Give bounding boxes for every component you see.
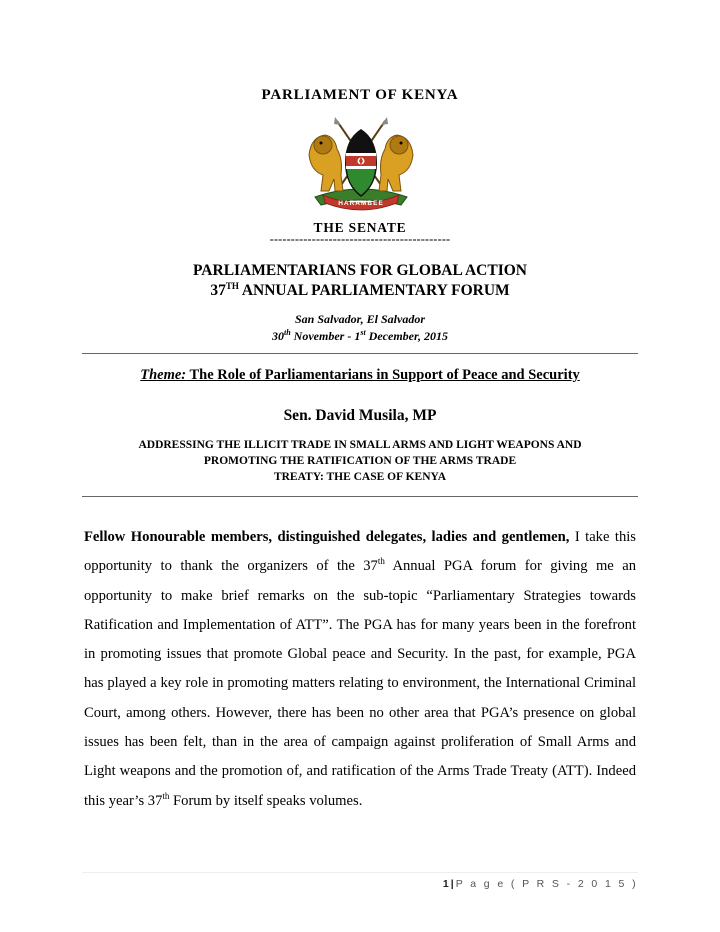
kenya-coat-of-arms-icon [301,115,421,211]
theme-line [0,367,720,384]
header-separator: ------------------------------------------- [269,232,451,246]
speaker-name: Sen. David Musila, MP [283,407,437,424]
institution-title: PARLIAMENT OF KENYA [261,87,459,103]
page-number: 1 [442,878,449,890]
event-location: San Salvador, El Salvador [294,312,426,326]
divider [82,496,638,497]
theme-text: The Role of Parliamentarians in Support of Peace and Security [189,367,580,383]
salutation: Fellow Honourable members, distinguished delegates, ladies and gentlemen, [84,529,570,545]
svg-text:HARAMBEE: HARAMBEE [338,200,384,207]
theme-label: Theme: [140,367,187,383]
event-venue [0,311,720,345]
event-organization: PARLIAMENTARIANS FOR GLOBAL ACTION [192,262,527,279]
page-label: P a g e ( P R S - 2 0 1 5 ) [455,878,638,890]
speech-paragraph: Fellow Honourable members, distinguished delegates, ladies and gentlemen, I take this opportunity to thank the organizers of the 37th Annual PGA forum for giving me an opportunity to make brief remarks on the sub-topic “Parliamentary Strategies towards Ratification and Implementation of ATT”. The PGA has for many years been in the forefront in promoting issues that promote Global peace and Security. In the past, for example, PGA has played a key role in promoting matters relating to environment, the International Criminal Court, among others. However, there has been no other area that PGA’s presence on global issues has been felt, than in the area of campaign against proliferation of Small Arms and Light weapons and the promotion of, and ratification of the Arms Trade Treaty (ATT). Indeed this year’s 37th Forum by itself speaks volumes. [84,529,636,809]
page-footer: 1 | P a g e ( P R S - 2 0 1 5 ) [442,878,638,890]
chamber-title: THE SENATE [313,220,407,235]
event-dates: 30th November - 1st December, 2015 [272,328,448,343]
event-forum: 37TH ANNUAL PARLIAMENTARY FORUM [210,280,510,299]
footer-divider [82,872,638,873]
subtopic-title: ADDRESSING THE ILLICIT TRADE IN SMALL ARMS AND LIGHT WEAPONS AND PROMOTING THE RATIFICATION OF THE ARMS TRADE TREATY: THE CASE OF KENYA [138,439,582,483]
divider [82,353,638,354]
event-heading [0,261,720,301]
